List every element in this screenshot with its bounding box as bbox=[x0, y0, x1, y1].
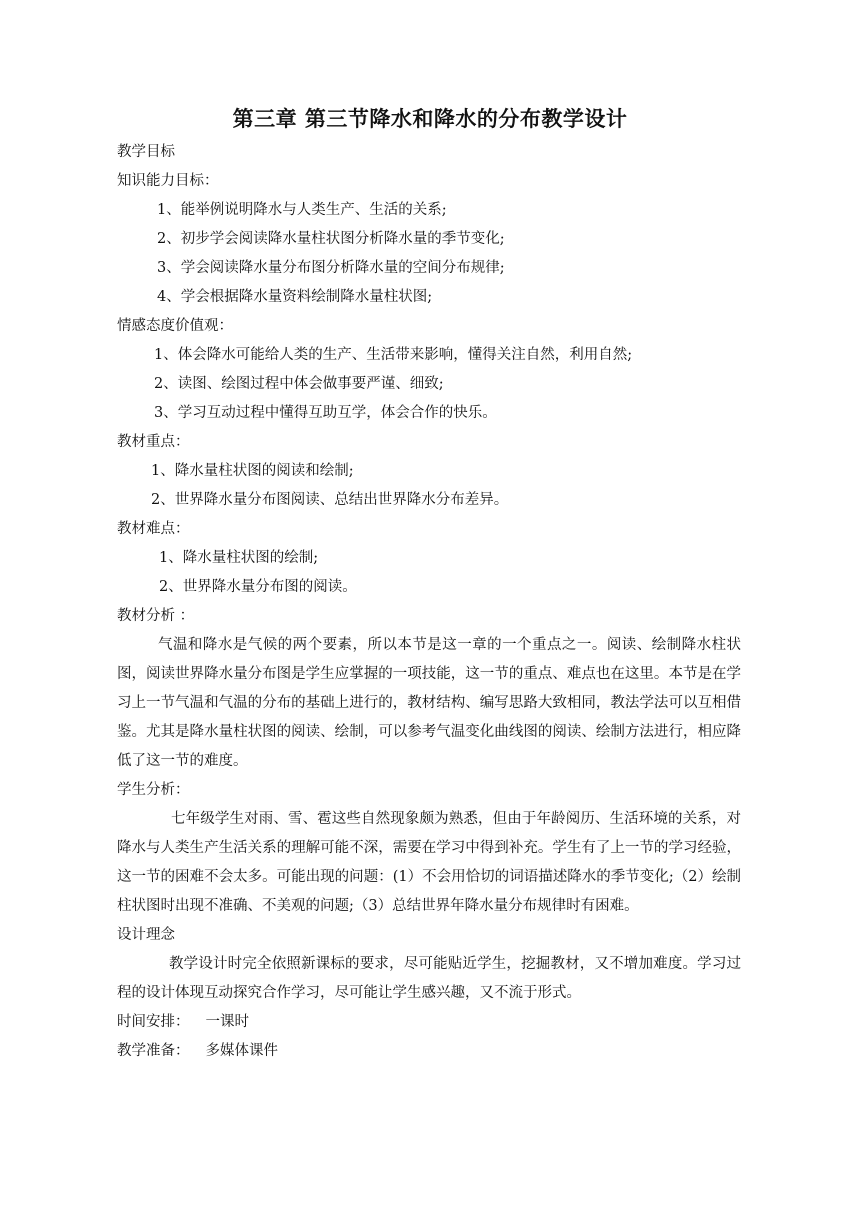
knowledge-item: 1、能举例说明降水与人类生产、生活的关系; bbox=[157, 202, 447, 218]
key-point-item: 1、降水量柱状图的阅读和绘制; bbox=[151, 463, 354, 479]
emotion-item: 2、读图、绘图过程中体会做事要严谨、细致; bbox=[154, 376, 444, 392]
knowledge-item: 4、学会根据降水量资料绘制降水量柱状图; bbox=[157, 289, 433, 305]
document-title: 第三章 第三节降水和降水的分布教学设计 bbox=[232, 107, 628, 131]
students-paragraph: 七年级学生对雨、雪、雹这些自然现象颇为熟悉，但由于年龄阅历、生活环境的关系，对降水与人类生产生活关系的理解可能不深，需要在学习中得到补充。学生有了上一节的学习经验，这一节的困难不会太多。可能出现的问题：(1）不会用恰切的词语描述降水的季节变化;（2）绘制柱状图时出现不准确、不美观的问题;（3）总结世界年降水量分布规律时有困难。 bbox=[117, 811, 741, 914]
knowledge-item: 3、学会阅读降水量分布图分析降水量的空间分布规律; bbox=[157, 260, 505, 276]
emotion-heading: 情感态度价值观： bbox=[117, 318, 233, 334]
analysis-paragraph: 气温和降水是气候的两个要素，所以本节是这一章的一个重点之一。阅读、绘制降水柱状图，阅读世界降水量分布图是学生应掌握的一项技能，这一节的重点、难点也在这里。本节是在学习上一节气温和气温的分布的基础上进行的，教材结构、编写思路大致相同，教法学法可以互相借鉴。尤其是降水量柱状图的阅读、绘制，可以参考气温变化曲线图的阅读、绘制方法进行，相应降低了这一节的难度。 bbox=[117, 637, 741, 769]
knowledge-item: 2、初步学会阅读降水量柱状图分析降水量的季节变化; bbox=[157, 231, 505, 247]
schedule-line bbox=[117, 1008, 741, 1037]
difficulty-item: 2、世界降水量分布图的阅读。 bbox=[159, 579, 357, 595]
difficulty-item: 1、降水量柱状图的绘制; bbox=[159, 550, 319, 566]
document-body bbox=[117, 138, 741, 1066]
prep-value: 多媒体课件 bbox=[205, 1043, 278, 1059]
difficulties-heading: 教材难点： bbox=[117, 521, 190, 537]
knowledge-heading: 知识能力目标： bbox=[117, 173, 219, 189]
schedule-label: 时间安排： bbox=[117, 1014, 190, 1030]
analysis-heading: 教材分析 ： bbox=[117, 608, 195, 624]
emotion-item: 1、体会降水可能给人类的生产、生活带来影响，懂得关注自然，利用自然; bbox=[154, 347, 633, 363]
prep-line bbox=[117, 1037, 741, 1066]
emotion-item: 3、学习互动过程中懂得互助互学，体会合作的快乐。 bbox=[154, 405, 497, 421]
key-point-item: 2、世界降水量分布图阅读、总结出世界降水分布差异。 bbox=[151, 492, 509, 508]
design-paragraph: 教学设计时完全依照新课标的要求，尽可能贴近学生，挖掘教材，又不增加难度。学习过程的设计体现互动探究合作学习，尽可能让学生感兴趣，又不流于形式。 bbox=[117, 956, 741, 1001]
students-heading: 学生分析： bbox=[117, 782, 190, 798]
goals-heading: 教学目标 bbox=[117, 144, 175, 160]
design-heading: 设计理念 bbox=[117, 927, 175, 943]
schedule-value: 一课时 bbox=[205, 1014, 249, 1030]
prep-label: 教学准备： bbox=[117, 1043, 190, 1059]
key-points-heading: 教材重点： bbox=[117, 434, 190, 450]
